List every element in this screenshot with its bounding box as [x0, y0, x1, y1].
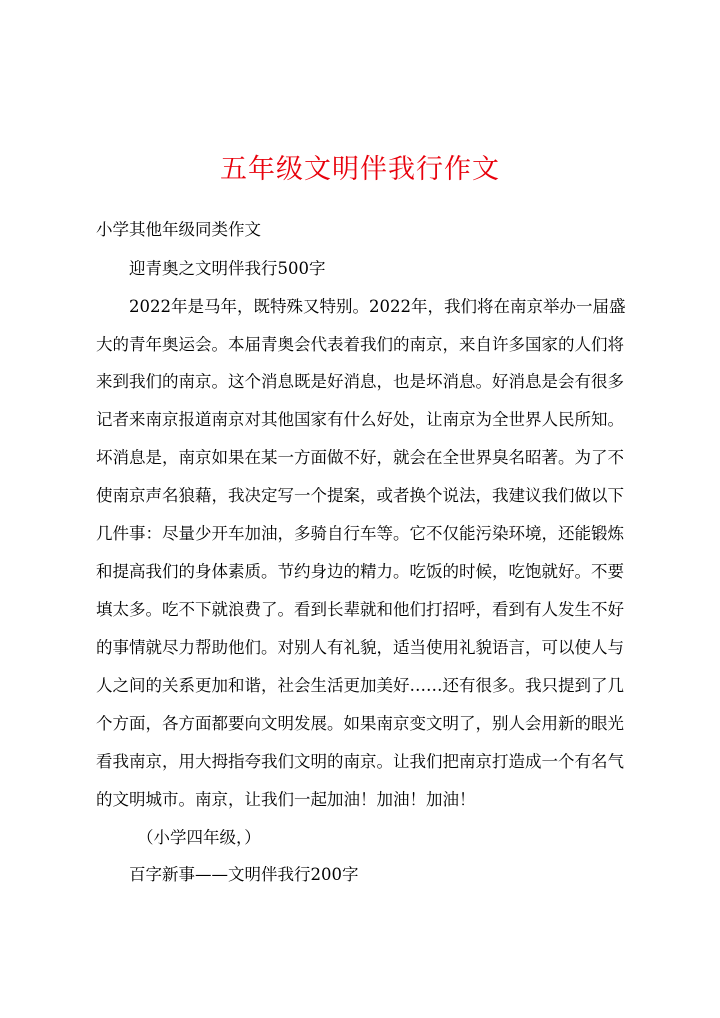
paragraph-line: 人之间的关系更加和谐，社会生活更加美好……还有很多。我只提到了几: [96, 676, 624, 695]
paragraph-line: 和提高我们的身体素质。节约身边的精力。吃饭的时候，吃饱就好。不要: [96, 562, 624, 581]
paragraph-line: 2022年是马年，既特殊又特别。2022年，我们将在南京举办一届盛: [129, 297, 626, 316]
paragraph-line: 填太多。吃不下就浪费了。看到长辈就和他们打招呼，看到有人发生不好: [96, 600, 624, 619]
paragraph-line: 来到我们的南京。这个消息既是好消息，也是坏消息。好消息是会有很多: [96, 372, 624, 391]
paragraph-line: 个方面，各方面都要向文明发展。如果南京变文明了，别人会用新的眼光: [96, 714, 624, 733]
document-title: 五年级文明伴我行作文: [220, 154, 500, 185]
essay-title: 百字新事——文明伴我行200字: [129, 865, 359, 884]
paragraph-line: 记者来南京报道南京对其他国家有什么好处，让南京为全世界人民所知。: [96, 410, 624, 429]
paragraph-line: 大的青年奥运会。本届青奥会代表着我们的南京，来自许多国家的人们将: [96, 335, 624, 354]
category-heading: 小学其他年级同类作文: [96, 220, 261, 239]
essay-title: 迎青奥之文明伴我行500字: [129, 259, 326, 278]
paragraph-line: 几件事：尽量少开车加油，多骑自行车等。它不仅能污染环境，还能锻炼: [96, 524, 624, 543]
paragraph-line: 的事情就尽力帮助他们。对别人有礼貌，适当使用礼貌语言，可以使人与: [96, 638, 624, 657]
grade-note: （小学四年级，）: [137, 828, 261, 847]
paragraph-line: 使南京声名狼藉，我决定写一个提案，或者换个说法，我建议我们做以下: [96, 486, 624, 505]
paragraph-line: 看我南京，用大拇指夸我们文明的南京。让我们把南京打造成一个有名气: [96, 752, 624, 771]
paragraph-line: 的文明城市。南京，让我们一起加油！加油！加油！: [96, 790, 476, 809]
paragraph-line: 坏消息是，南京如果在某一方面做不好，就会在全世界臭名昭著。为了不: [96, 448, 624, 467]
